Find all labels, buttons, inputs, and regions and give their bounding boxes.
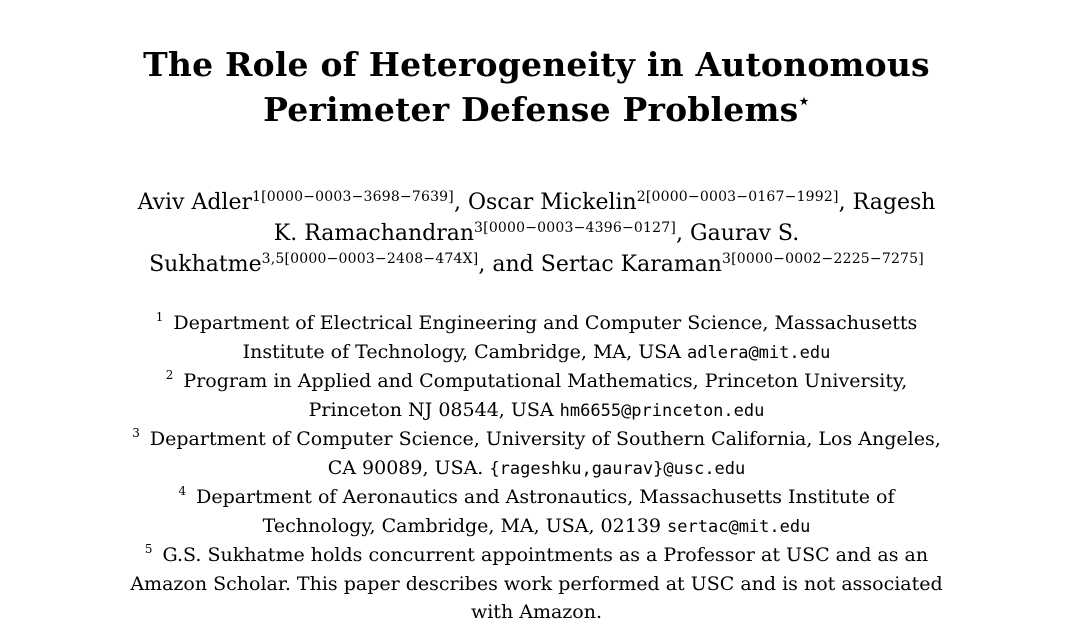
affiliation-number: 5 <box>144 542 153 556</box>
affiliation-line <box>0 425 1073 454</box>
affiliation-list <box>0 309 1073 627</box>
author-separator: , <box>453 190 468 215</box>
author-orcid: [0000−0003−0167−1992] <box>645 189 839 205</box>
affiliation-text: Amazon Scholar. This paper describes work performed at USC and is not associated <box>130 572 943 595</box>
affiliation-email: adlera@mit.edu <box>687 342 831 363</box>
affiliation-text: Department of Computer Science, University of Southern California, Los Angeles, <box>149 428 941 450</box>
author-name-part: Ragesh <box>852 190 936 215</box>
author-name: Sertac Karaman <box>540 252 722 277</box>
affiliation-number: 1 <box>155 310 164 324</box>
affiliation-email: hm6655@princeton.edu <box>559 400 765 421</box>
affiliation-line <box>0 541 1073 570</box>
affiliation-line <box>0 454 1073 484</box>
author-name: Oscar Mickelin <box>467 190 637 215</box>
affiliation-line <box>0 570 1073 599</box>
affiliation-text: Technology, Cambridge, MA, USA, 02139 <box>262 514 668 537</box>
affiliation-number: 4 <box>178 484 187 498</box>
author-name: Aviv Adler <box>137 190 253 215</box>
author-affiliation: 3 <box>474 220 484 236</box>
author-list <box>0 187 1073 280</box>
title-line-2-text: Perimeter Defense Problems <box>263 90 799 129</box>
affiliation-line <box>0 338 1073 368</box>
affiliation-email: {rageshku,gaurav}@usc.edu <box>489 458 746 479</box>
affiliation-line <box>0 367 1073 396</box>
affiliation-email: sertac@mit.edu <box>667 516 811 537</box>
affiliation-text: G.S. Sukhatme holds concurrent appointments as a Professor at USC and as an <box>162 544 929 566</box>
affiliation-text: Program in Applied and Computational Mathematics, Princeton University, <box>183 370 908 392</box>
author-orcid: [0000−0003−4396−0127] <box>483 220 676 236</box>
author-line-2 <box>0 218 1073 249</box>
title-footnote-mark: ⋆ <box>798 91 810 112</box>
affiliation-line <box>0 512 1073 542</box>
title-line-2 <box>0 87 1073 132</box>
affiliation-number: 2 <box>165 368 174 382</box>
author-line-3 <box>0 249 1073 280</box>
author-name-part: Gaurav S. <box>690 221 800 246</box>
author-line-1 <box>0 187 1073 218</box>
title-line-1: The Role of Heterogeneity in Autonomous <box>143 45 930 84</box>
affiliation-text: Department of Aeronautics and Astronautics, Massachusetts Institute of <box>196 486 895 508</box>
paper-title <box>0 42 1073 132</box>
author-separator: , and <box>478 252 541 277</box>
author-affiliation: 3,5 <box>261 251 285 267</box>
author-orcid: [0000−0002−2225−7275] <box>731 251 924 267</box>
author-orcid: [0000−0003−2408−474X] <box>284 251 479 267</box>
affiliation-line <box>0 598 1073 627</box>
affiliation-text: with Amazon. <box>470 601 603 623</box>
affiliation-text: Princeton NJ 08544, USA <box>308 398 560 421</box>
affiliation-line <box>0 396 1073 426</box>
affiliation-line <box>0 309 1073 338</box>
author-affiliation: 1 <box>252 189 262 205</box>
author-name-part: Sukhatme <box>149 252 262 277</box>
author-affiliation: 3 <box>721 251 732 267</box>
author-separator: , <box>676 221 690 246</box>
affiliation-text: Institute of Technology, Cambridge, MA, USA <box>242 340 688 363</box>
affiliation-text: Department of Electrical Engineering and Computer Science, Massachusetts <box>173 312 918 334</box>
author-separator: , <box>838 190 853 215</box>
author-name-part: K. Ramachandran <box>273 221 475 246</box>
author-orcid: [0000−0003−3698−7639] <box>261 189 454 205</box>
author-affiliation: 2 <box>636 189 646 205</box>
affiliation-line <box>0 483 1073 512</box>
affiliation-number: 3 <box>132 426 140 440</box>
affiliation-text: CA 90089, USA. <box>327 456 490 479</box>
